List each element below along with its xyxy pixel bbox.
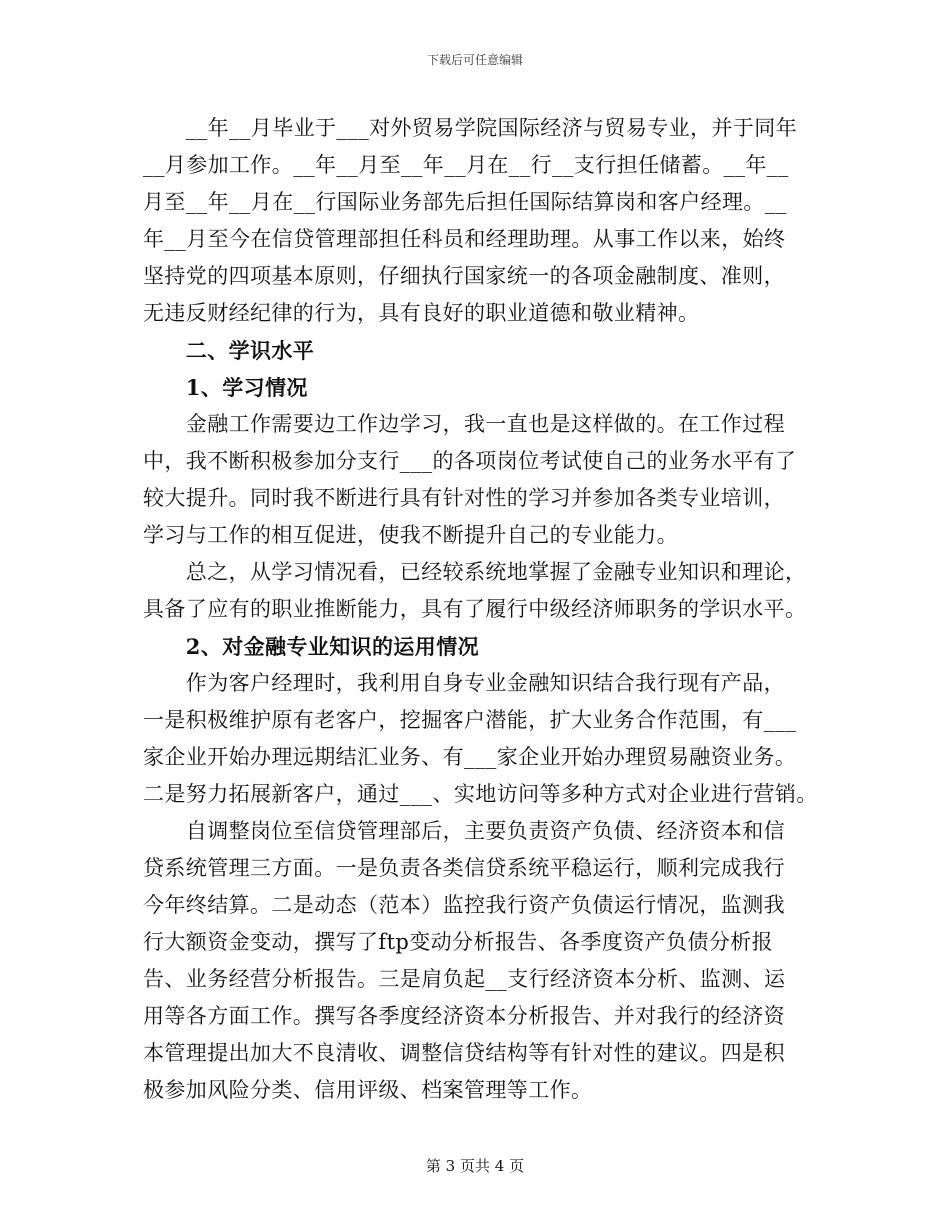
paragraph-line: 作为客户经理时，我利用自身专业金融知识结合我行现有产品， — [143, 671, 785, 695]
paragraph-line: __年__月毕业于___对外贸易学院国际经济与贸易专业，并于同年 — [143, 116, 798, 140]
paragraph-line: 坚持党的四项基本原则，仔细执行国家统一的各项金融制度、准则， — [143, 264, 785, 288]
paragraph-line: __月参加工作。__年__月至__年__月在__行__支行担任储蓄。__年__ — [143, 153, 789, 177]
paragraph-line: 无违反财经纪律的行为，具有良好的职业道德和敬业精神。 — [143, 301, 700, 325]
paragraph-line: 今年终结算。二是动态（范本）监控我行资产负债运行情况，监测我 — [143, 893, 785, 917]
paragraph-line: 年__月至今在信贷管理部担任科员和经理助理。从事工作以来，始终 — [143, 227, 786, 251]
page-header: 下载后可任意编辑 — [426, 53, 523, 67]
section-heading: 1、学习情况 — [143, 375, 308, 400]
paragraph-line: 本管理提出加大不良清收、调整信贷结构等有针对性的建议。四是积 — [143, 1041, 785, 1065]
paragraph-line: 自调整岗位至信贷管理部后，主要负责资产负债、经济资本和信 — [143, 819, 785, 843]
paragraph-line: 较大提升。同时我不断进行具有针对性的学习并参加各类专业培训， — [143, 486, 785, 510]
document-body — [143, 110, 823, 1109]
section-heading: 二、学识水平 — [143, 338, 315, 363]
paragraph-line: 学习与工作的相互促进，使我不断提升自己的专业能力。 — [143, 523, 678, 547]
section-heading: 2、对金融专业知识的运用情况 — [143, 634, 480, 659]
paragraph-line: 金融工作需要边工作边学习，我一直也是这样做的。在工作过程 — [143, 412, 785, 436]
paragraph-line: 家企业开始办理远期结汇业务、有___家企业开始办理贸易融资业务。 — [143, 745, 797, 769]
page-footer: 第 3 页共 4 页 — [425, 1157, 525, 1175]
paragraph-line: 贷系统管理三方面。一是负责各类信贷系统平稳运行，顺利完成我行 — [143, 856, 785, 880]
paragraph-line: 用等各方面工作。撰写各季度经济资本分析报告、并对我行的经济资 — [143, 1004, 785, 1028]
paragraph-line: 月至__年__月在__行国际业务部先后担任国际结算岗和客户经理。__ — [143, 190, 787, 214]
paragraph-line: 二是努力拓展新客户，通过___、实地访问等多种方式对企业进行营销。 — [143, 782, 818, 806]
paragraph-line: 总之，从学习情况看，已经较系统地掌握了金融专业知识和理论， — [143, 560, 807, 584]
paragraph-line: 中，我不断积极参加分支行___的各项岗位考试使自己的业务水平有了 — [143, 449, 797, 473]
paragraph-line: 具备了应有的职业推断能力，具有了履行中级经济师职务的学识水平。 — [143, 597, 807, 621]
paragraph-line: 一是积极维护原有老客户，挖掘客户潜能，扩大业务合作范围，有___ — [143, 708, 797, 732]
paragraph-line: 告、业务经营分析报告。三是肩负起__支行经济资本分析、监测、运 — [143, 967, 786, 991]
paragraph-line: 行大额资金变动，撰写了ftp变动分析报告、各季度资产负债分析报 — [143, 930, 774, 954]
paragraph-line: 极参加风险分类、信用评级、档案管理等工作。 — [143, 1078, 593, 1102]
